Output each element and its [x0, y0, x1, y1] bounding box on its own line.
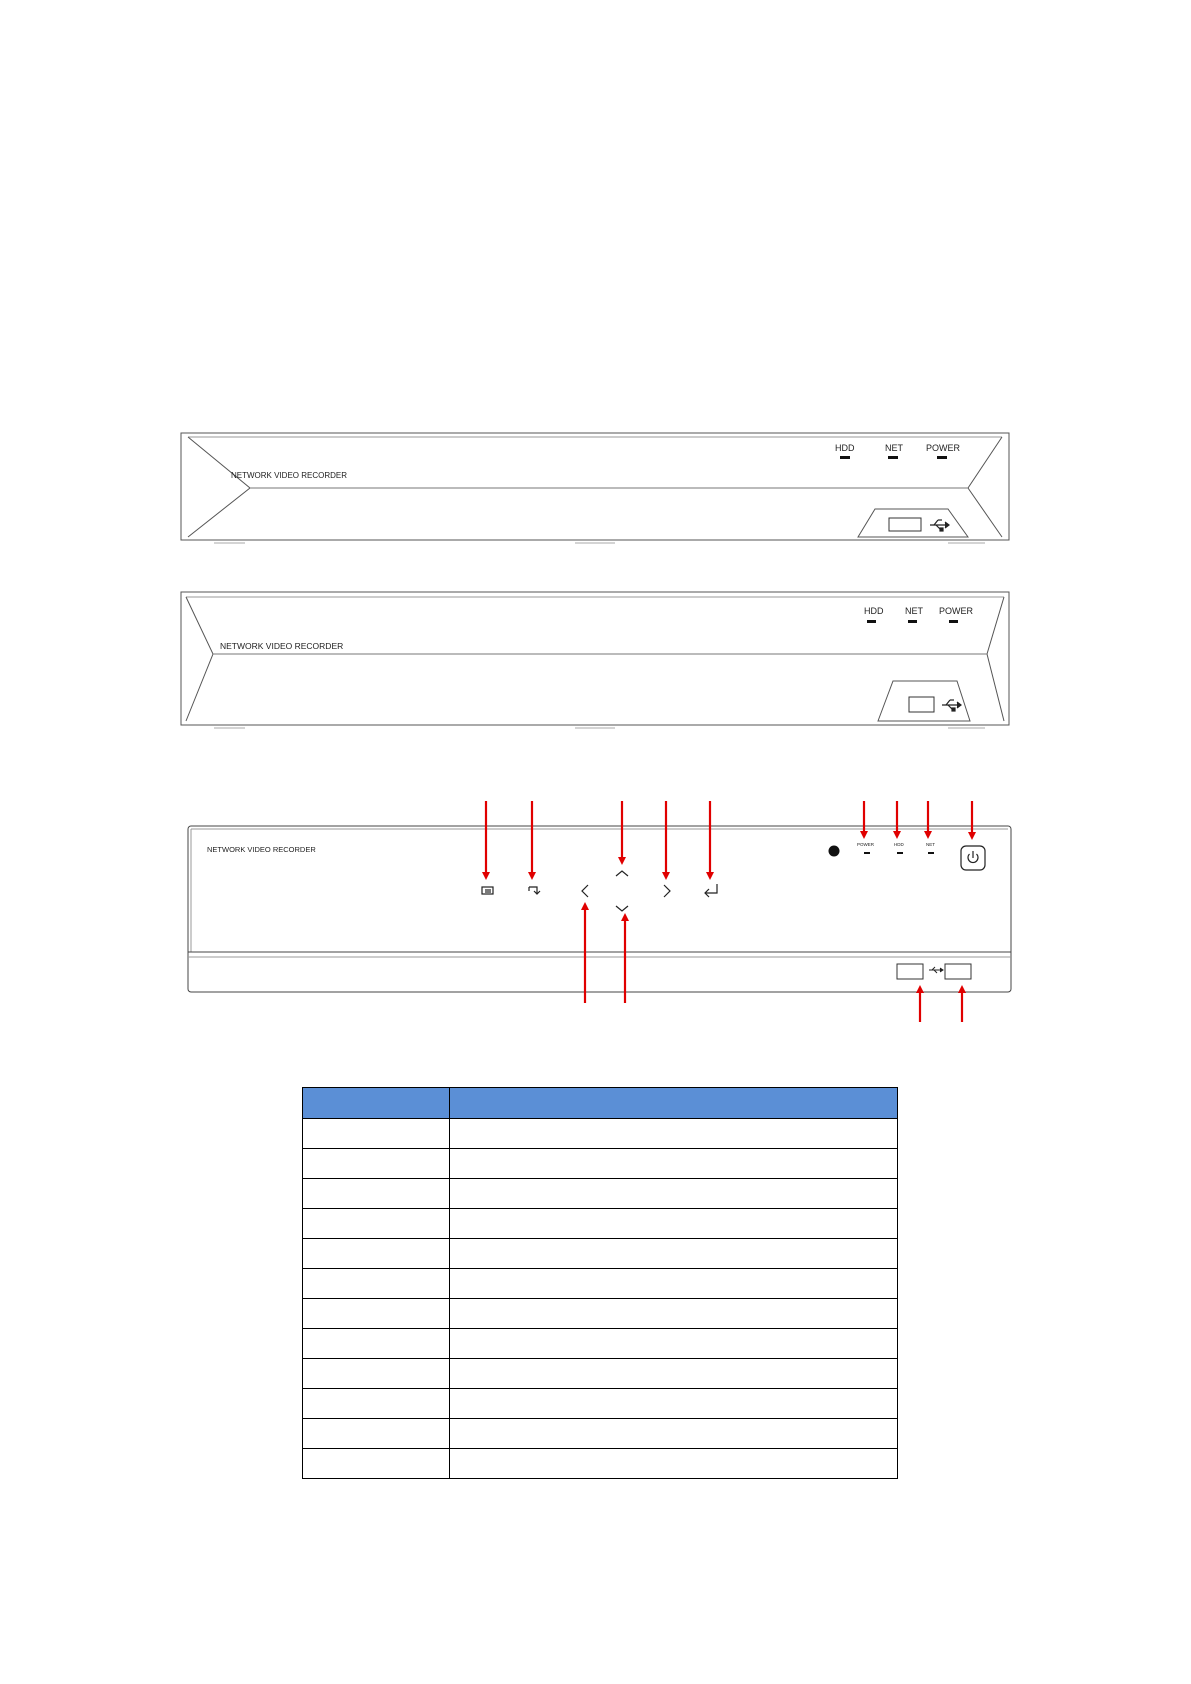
panel1-led-hdd-label: HDD	[835, 443, 855, 453]
table-row	[303, 1389, 898, 1419]
panel3-led-hdd-label: HDD	[894, 842, 904, 847]
panel2-led-hdd-label: HDD	[864, 606, 884, 616]
panel3-led-net-label: NET	[926, 842, 935, 847]
table-row	[303, 1419, 898, 1449]
table-row	[303, 1299, 898, 1329]
table-row	[303, 1269, 898, 1299]
panel1-power-led	[937, 456, 947, 459]
table-row	[303, 1329, 898, 1359]
table-row	[303, 1179, 898, 1209]
panel1-led-power-label: POWER	[926, 443, 961, 453]
table-row	[303, 1449, 898, 1479]
button-description-table	[302, 1087, 898, 1479]
table-header-cell	[450, 1088, 898, 1119]
table-row	[303, 1119, 898, 1149]
panel2-title: NETWORK VIDEO RECORDER	[220, 641, 344, 651]
table-row	[303, 1209, 898, 1239]
table-header-cell	[303, 1088, 450, 1119]
panel3-hdd-led	[897, 852, 903, 854]
panel3-power-led	[864, 852, 870, 854]
panel1-title: NETWORK VIDEO RECORDER	[231, 471, 348, 480]
panel2-net-led	[908, 620, 917, 623]
nvr-front-panel-2	[181, 592, 1009, 728]
panel3-led-power-label: POWER	[857, 842, 875, 847]
panel2-led-power-label: POWER	[939, 606, 974, 616]
table-header-row	[303, 1088, 898, 1119]
panel1-hdd-led	[840, 456, 850, 459]
panel2-led-net-label: NET	[905, 606, 923, 616]
panel1-net-led	[888, 456, 898, 459]
panel1-led-net-label: NET	[885, 443, 903, 453]
panel3-title: NETWORK VIDEO RECORDER	[207, 845, 316, 854]
ir-receiver	[829, 846, 840, 857]
panel2-power-led	[949, 620, 958, 623]
table-row	[303, 1359, 898, 1389]
panel3-net-led	[928, 852, 934, 854]
table-row	[303, 1149, 898, 1179]
panel2-hdd-led	[867, 620, 876, 623]
table-row	[303, 1239, 898, 1269]
